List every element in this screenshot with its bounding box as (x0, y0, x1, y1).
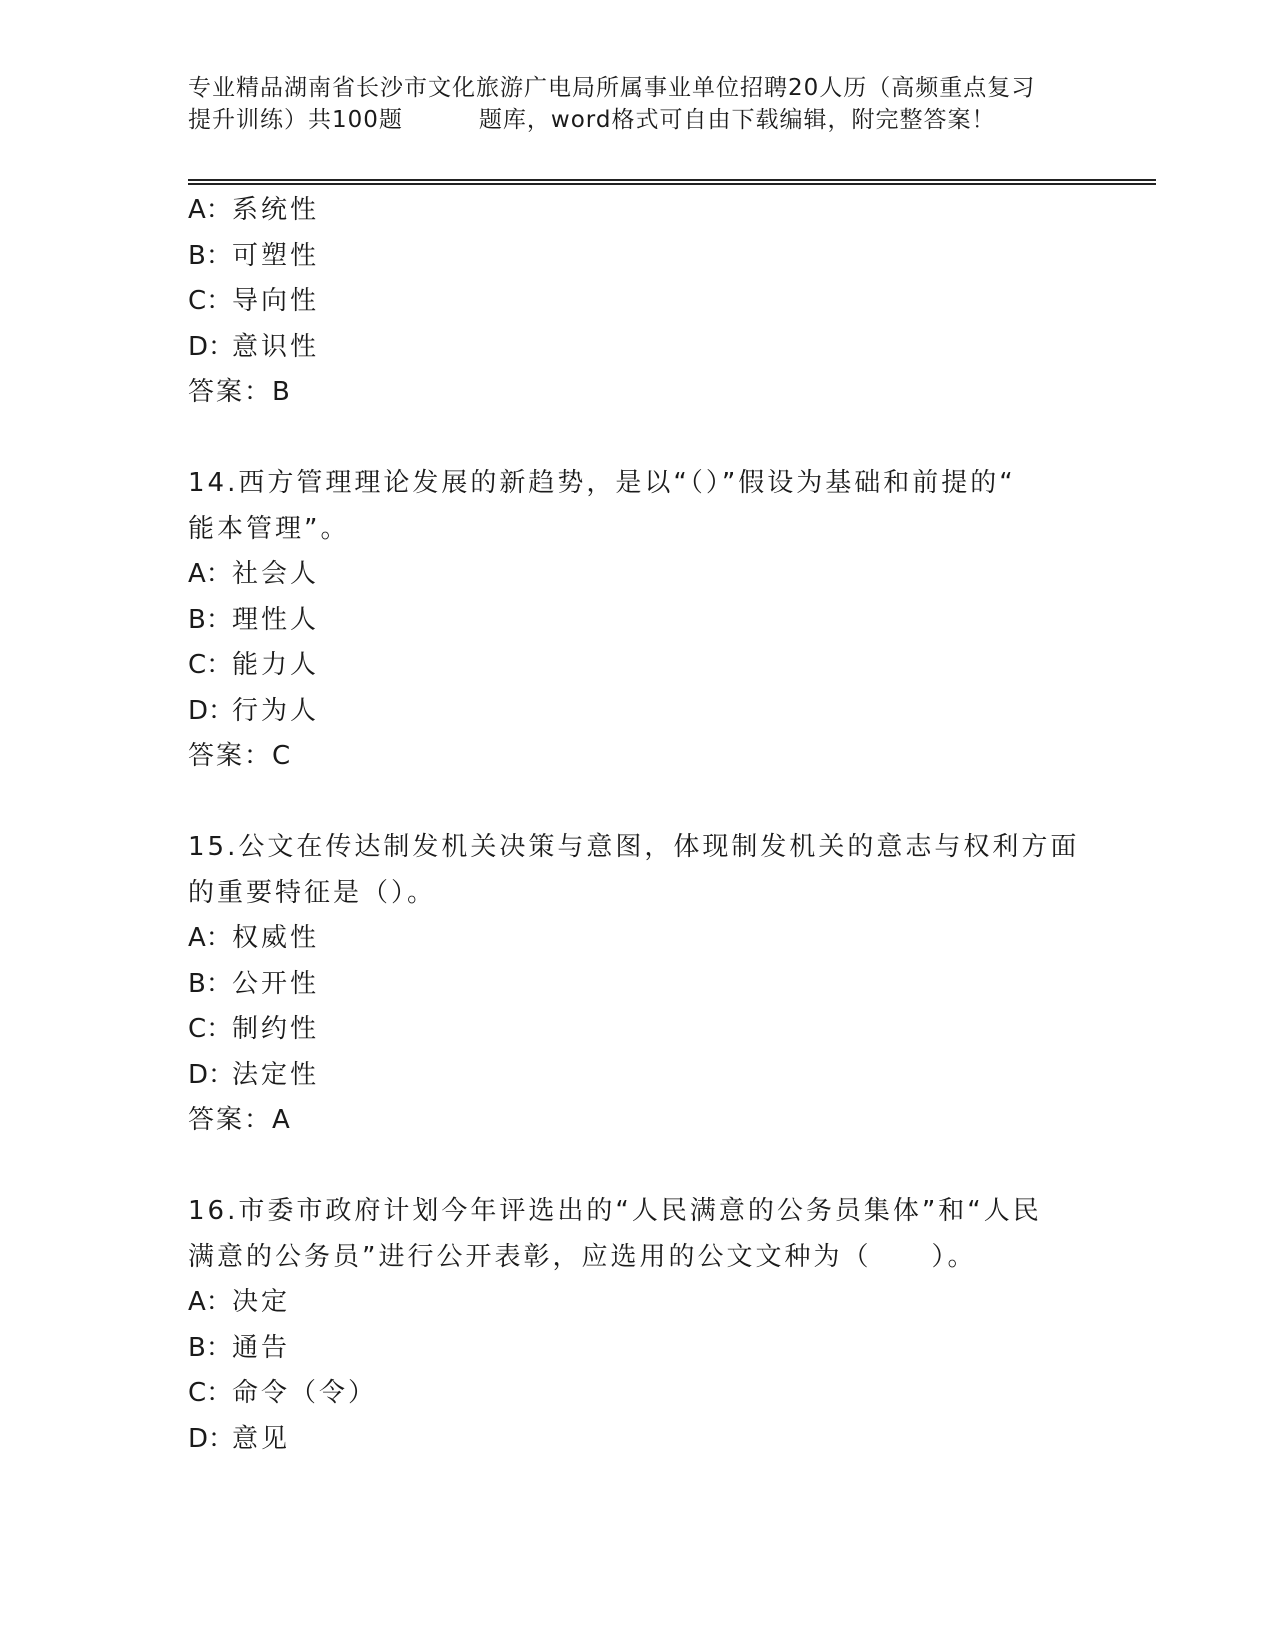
header-line-2-part-b: 题库，word格式可自由下载编辑，附完整答案！ (478, 107, 996, 133)
option-text: 社会人 (232, 559, 320, 589)
option-c (188, 1371, 1088, 1417)
header-divider-top (188, 179, 1156, 181)
option-text: 可塑性 (232, 240, 320, 271)
option-letter: D： (188, 695, 235, 726)
option-d (188, 1053, 1088, 1099)
option-a (188, 916, 1088, 962)
option-text: 意见 (232, 1423, 291, 1454)
question-stem-line-2: 能本管理”。 (188, 513, 350, 544)
option-c (188, 279, 1088, 325)
question-stem (188, 825, 1088, 916)
option-letter: B： (188, 968, 232, 999)
option-text: 行为人 (232, 695, 320, 726)
option-d (188, 325, 1088, 371)
option-c (188, 643, 1088, 689)
question-stem (188, 461, 1088, 552)
question-stem (188, 1189, 1088, 1280)
option-b (188, 962, 1088, 1008)
option-letter: A： (188, 559, 232, 589)
option-b (188, 1326, 1088, 1372)
option-text: 理性人 (232, 604, 320, 635)
question-list (188, 188, 1088, 1462)
question-stem-line-2: 的重要特征是（）。 (188, 877, 437, 908)
header-divider-bottom (188, 183, 1156, 185)
answer-line: 答案：B (188, 377, 292, 407)
document-header (188, 72, 1088, 136)
question-14 (188, 461, 1088, 780)
question-stem-line-2 (188, 1235, 1088, 1281)
question-stem-line-1: 14.西方管理理论发展的新趋势，是以“（）”假设为基础和前提的“ (188, 468, 1016, 498)
option-text: 意识性 (232, 331, 320, 362)
option-b (188, 234, 1088, 280)
header-line-2-part-a: 提升训练）共100题 (188, 107, 403, 133)
question-stem-line-2-part-a: 满意的公务员”进行公开表彰，应选用的公文文种为（ (188, 1241, 872, 1272)
option-d (188, 689, 1088, 735)
option-a (188, 188, 1088, 234)
option-text: 导向性 (232, 286, 320, 316)
option-letter: D： (188, 1423, 235, 1454)
option-letter: C： (188, 1014, 233, 1044)
option-letter: A： (188, 1287, 232, 1317)
option-text: 决定 (232, 1287, 291, 1317)
option-a (188, 1280, 1088, 1326)
header-line-1: 专业精品湖南省长沙市文化旅游广电局所属事业单位招聘20人历（高频重点复习 (188, 75, 1036, 101)
question-stem-line-1: 16.市委市政府计划今年评选出的“人民满意的公务员集体”和“人民 (188, 1196, 1042, 1226)
question-stem-line-1: 15.公文在传达制发机关决策与意图，体现制发机关的意志与权利方面 (188, 832, 1080, 862)
option-text: 权威性 (232, 923, 320, 953)
option-letter: C： (188, 1378, 233, 1408)
question-13 (188, 188, 1088, 416)
option-letter: A： (188, 923, 232, 953)
option-text: 制约性 (232, 1014, 320, 1044)
option-text: 通告 (232, 1332, 291, 1363)
option-a (188, 552, 1088, 598)
answer-line: 答案：C (188, 741, 293, 771)
option-letter: D： (188, 1059, 235, 1090)
option-text: 命令（令） (232, 1378, 378, 1408)
answer-line: 答案：A (188, 1105, 292, 1135)
header-line-2 (188, 104, 1088, 136)
option-letter: B： (188, 604, 232, 635)
option-letter: D： (188, 331, 235, 362)
question-16 (188, 1189, 1088, 1462)
option-b (188, 598, 1088, 644)
option-text: 系统性 (232, 195, 320, 225)
option-text: 法定性 (232, 1059, 320, 1090)
option-letter: B： (188, 1332, 232, 1363)
option-c (188, 1007, 1088, 1053)
option-letter: C： (188, 286, 233, 316)
option-text: 能力人 (232, 650, 320, 680)
option-letter: B： (188, 240, 232, 271)
option-d (188, 1417, 1088, 1463)
option-letter: A： (188, 195, 232, 225)
question-15 (188, 825, 1088, 1144)
option-text: 公开性 (232, 968, 320, 999)
question-stem-line-2-part-b: ）。 (931, 1241, 977, 1272)
option-letter: C： (188, 650, 233, 680)
